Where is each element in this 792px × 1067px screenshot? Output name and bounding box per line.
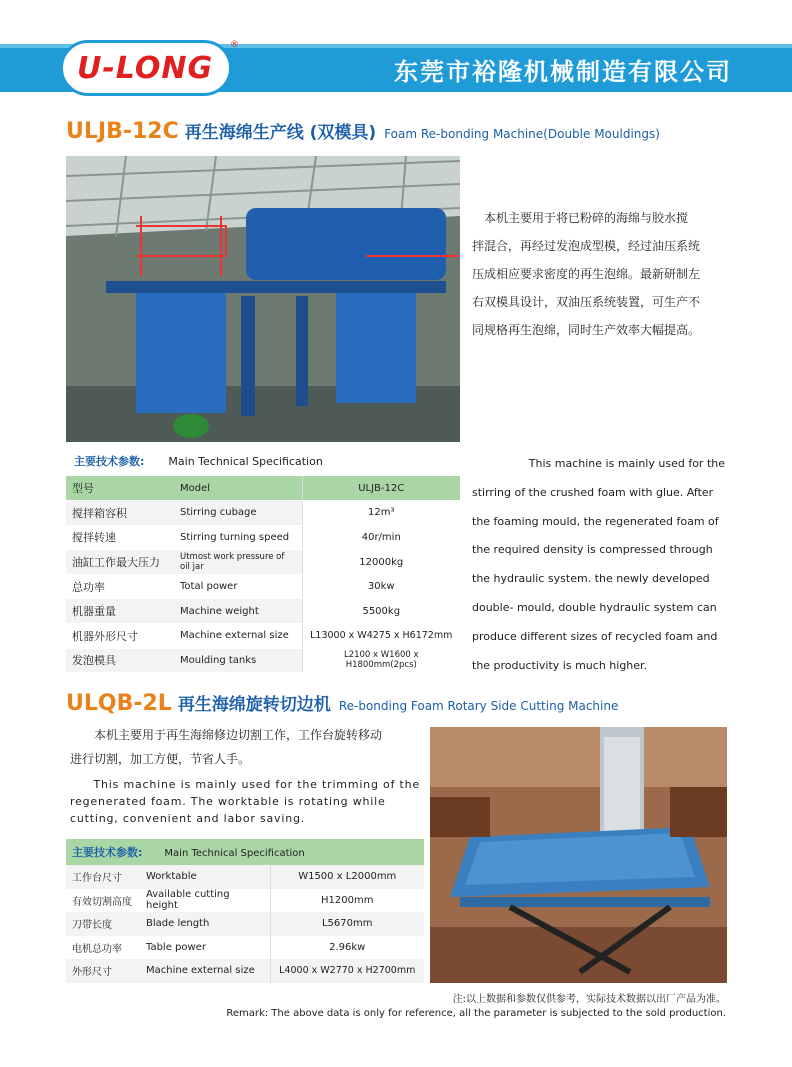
spec-en: Worktable (140, 865, 270, 889)
spec-cn: 型号 (66, 476, 174, 501)
product2-model: ULQB-2L (66, 691, 172, 716)
product2-en-line: This machine is mainly used for the trimming of the (93, 778, 420, 791)
product1-cn-title: 再生海绵生产线 (双模具) (184, 123, 377, 143)
product2-cn-description (70, 723, 430, 771)
table-row (66, 936, 424, 960)
product1-cn-line: 压成相应要求密度的再生泡绵。最新研制左 (472, 267, 701, 281)
table-row (66, 501, 460, 526)
product2-spec-label-cn: 主要技术参数: (72, 846, 143, 859)
spec-cn: 刀带长度 (66, 912, 140, 936)
company-name: 东莞市裕隆机械制造有限公司 (394, 58, 732, 86)
spec-cn: 工作台尺寸 (66, 865, 140, 889)
spec-en: Available cutting height (146, 889, 230, 912)
table-row (66, 648, 460, 673)
product2-cn-title: 再生海绵旋转切边机 (177, 695, 331, 715)
spec-value: L5670mm (270, 912, 424, 936)
spec-cn: 搅拌转速 (66, 525, 174, 550)
spec-cn: 总功率 (66, 574, 174, 599)
table-row (66, 959, 424, 983)
product1-cn-line: 同规格再生泡绵，同时生产效率大幅提高。 (472, 323, 701, 337)
spec-value: 5500kg (302, 599, 460, 624)
product1-model: ULJB-12C (66, 119, 179, 144)
product2-title (66, 690, 618, 716)
product1-spec-label-en: Main Technical Specification (168, 455, 323, 468)
spec-cn: 搅拌箱容积 (66, 501, 174, 526)
product2-cn-line: 本机主要用于再生海绵修边切割工作，工作台旋转移动 (94, 728, 383, 742)
spec-value: 40r/min (302, 525, 460, 550)
spec-value: 2.96kw (270, 936, 424, 960)
product1-en-line: stirring of the crushed foam with glue. After (472, 485, 714, 499)
spec-en: Model (174, 476, 302, 501)
spec-cn: 有效切割高度 (72, 896, 132, 908)
product1-en-line: produce different sizes of recycled foam and (472, 629, 718, 643)
product2-spec-label-en: Main Technical Specification (164, 848, 305, 859)
product2-spec-table (66, 839, 424, 983)
product2-en-description (70, 776, 420, 827)
product1-spec-label (74, 453, 323, 469)
product1-cn-line: 右双模具设计，双油压系统装置，可生产不 (472, 295, 701, 309)
product2-spec-label (66, 839, 424, 865)
spec-value: ULJB-12C (302, 476, 460, 501)
spec-en: Moulding tanks (174, 648, 302, 673)
table-row (66, 865, 424, 889)
spec-value: 30kw (302, 574, 460, 599)
table-row (66, 550, 460, 575)
spec-en: Total power (174, 574, 302, 599)
spec-en: Stirring turning speed (174, 525, 302, 550)
spec-value: 12000kg (302, 550, 460, 575)
product1-cn-line: 拌混合，再经过发泡成型模，经过油压系统 (472, 239, 701, 253)
spec-en: Machine external size (140, 959, 270, 983)
table-row (66, 476, 460, 501)
product1-en-title: Foam Re-bonding Machine(Double Mouldings) (384, 127, 660, 141)
product1-spec-table (66, 476, 460, 673)
product2-en-title: Re-bonding Foam Rotary Side Cutting Machine (338, 699, 619, 713)
product2-photo (430, 727, 727, 983)
product1-cn-line: 本机主要用于将已粉碎的海绵与胶水搅 (484, 211, 689, 225)
company-logo (60, 40, 232, 96)
product1-title (66, 118, 660, 144)
table-row (66, 889, 424, 913)
spec-cn: 油缸工作最大压力 (66, 550, 174, 575)
table-row (66, 624, 460, 649)
spec-cn: 发泡模具 (66, 648, 174, 673)
product1-en-line: the productivity is much higher. (472, 658, 648, 672)
table-row (66, 525, 460, 550)
spec-cn: 机器外形尺寸 (66, 624, 174, 649)
logo-text: U-LONG (77, 51, 214, 86)
note-cn: 注:以上数据和参数仅供参考，实际技术数据以出厂产品为准。 (452, 994, 726, 1005)
spec-value: W1500 x L2000mm (270, 865, 424, 889)
table-row (66, 839, 424, 865)
registered-mark: ® (230, 40, 239, 50)
product1-en-line: double- mould, double hydraulic system can (472, 600, 717, 614)
spec-en: Table power (146, 941, 206, 953)
spec-cn: 外形尺寸 (66, 959, 140, 983)
product1-spec-label-cn: 主要技术参数: (74, 455, 145, 468)
spec-en: Machine weight (174, 599, 302, 624)
spec-value: 12m³ (302, 501, 460, 526)
table-row (66, 599, 460, 624)
spec-en: Blade length (140, 912, 270, 936)
spec-cn: 机器重量 (66, 599, 174, 624)
spec-cn: 电机总功率 (72, 943, 122, 955)
spec-en: Stirring cubage (174, 501, 302, 526)
note-en: Remark: The above data is only for reference, all the parameter is subjected to the sold production. (226, 1008, 726, 1019)
product1-en-line: the required density is compressed through (472, 543, 713, 557)
product1-cn-description (472, 204, 732, 344)
product2-en-line: cutting, convenient and labor saving. (70, 812, 306, 825)
product1-en-line: the hydraulic system. the newly developed (472, 572, 710, 586)
product2-cn-line: 进行切割，加工方便，节省人手。 (70, 752, 251, 766)
table-row (66, 912, 424, 936)
spec-value: L4000 x W2770 x H2700mm (270, 959, 424, 983)
spec-value: L13000 x W4275 x H6172mm (302, 624, 460, 649)
spec-value: H1200mm (270, 889, 424, 913)
product1-en-description (472, 450, 725, 680)
product1-photo (66, 156, 460, 442)
table-row (66, 574, 460, 599)
product2-en-line: regenerated foam. The worktable is rotating while (70, 795, 386, 808)
spec-value: L2100 x W1600 x H1800mm(2pcs) (302, 648, 460, 673)
product1-en-line: the foaming mould, the regenerated foam of (472, 514, 719, 528)
spec-en: Machine external size (174, 624, 302, 649)
spec-en: Utmost work pressure of oil jar (174, 550, 302, 575)
product1-en-line: This machine is mainly used for the (528, 457, 725, 470)
